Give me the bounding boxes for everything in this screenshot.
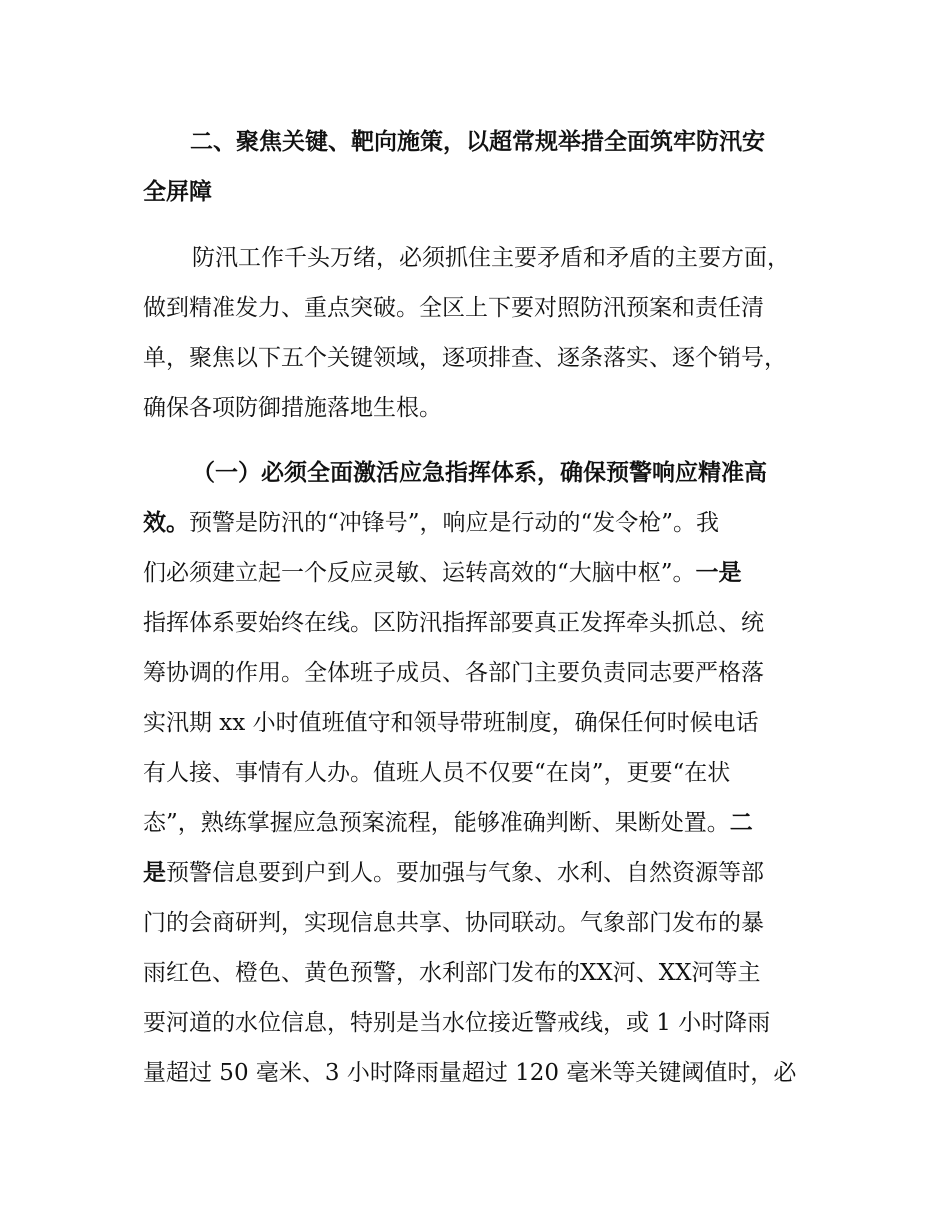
paragraph-1-line-4: 确保各项防御措施落地生根。 — [143, 395, 442, 421]
paragraph-2-line-11: 雨红色、橙色、黄色预警，水利部门发布的XX河、XX河等主 — [143, 960, 761, 986]
paragraph-2-line-4: 指挥体系要始终在线。区防汛指挥部要真正发挥牵头抓总、统 — [143, 610, 764, 636]
point-one-marker: 一是 — [695, 560, 742, 586]
paragraph-2-line-3 — [143, 558, 742, 588]
paragraph-2-line-5: 筹协调的作用。全体班子成员、各部门主要负责同志要严格落 — [143, 660, 764, 686]
paragraph-2-line-2 — [143, 508, 719, 538]
section-heading-line-2: 全屏障 — [143, 179, 212, 205]
paragraph-1-line-2: 做到精准发力、重点突破。全区上下要对照防汛预案和责任清 — [143, 295, 764, 321]
paragraph-2-line-8-text: 态”，熟练掌握应急预案流程，能够准确判断、果断处置。 — [143, 810, 730, 836]
paragraph-2-line-8 — [143, 808, 753, 838]
paragraph-2-line-12: 要河道的水位信息，特别是当水位接近警戒线，或 1 小时降雨 — [143, 1010, 771, 1036]
paragraph-2-line-9 — [143, 858, 764, 888]
section-heading-line-1: 二、聚焦关键、靶向施策，以超常规举措全面筑牢防汛安 — [190, 129, 765, 155]
subsection-title-line-1: （一）必须全面激活应急指挥体系，确保预警响应精准高 — [192, 460, 767, 486]
point-two-marker-end: 是 — [143, 860, 166, 886]
paragraph-2-line-13: 量超过 50 毫米、3 小时降雨量超过 120 毫米等关键阈值时，必 — [143, 1060, 797, 1086]
paragraph-1-line-1: 防汛工作千头万绪，必须抓住主要矛盾和矛盾的主要方面， — [192, 245, 790, 271]
paragraph-1-line-3: 单，聚焦以下五个关键领域，逐项排查、逐条落实、逐个销号， — [143, 345, 787, 371]
paragraph-2-line-7: 有人接、事情有人办。值班人员不仅要“在岗”，更要“在状 — [143, 760, 731, 786]
paragraph-2-line-6: 实汛期 xx 小时值班值守和领导带班制度，确保任何时候电话 — [143, 710, 759, 736]
paragraph-2-line-10: 门的会商研判，实现信息共享、协同联动。气象部门发布的暴 — [143, 910, 764, 936]
point-two-marker-start: 二 — [729, 810, 753, 836]
paragraph-2-line-3-text: 们必须建立起一个反应灵敏、运转高效的“大脑中枢”。 — [143, 560, 696, 586]
paragraph-2-line-9-text: 预警信息要到户到人。要加强与气象、水利、自然资源等部 — [166, 860, 764, 886]
subsection-title-end: 效。 — [143, 510, 189, 536]
paragraph-2-line-2-text: 预警是防汛的“冲锋号”，响应是行动的“发令枪”。我 — [189, 510, 720, 536]
